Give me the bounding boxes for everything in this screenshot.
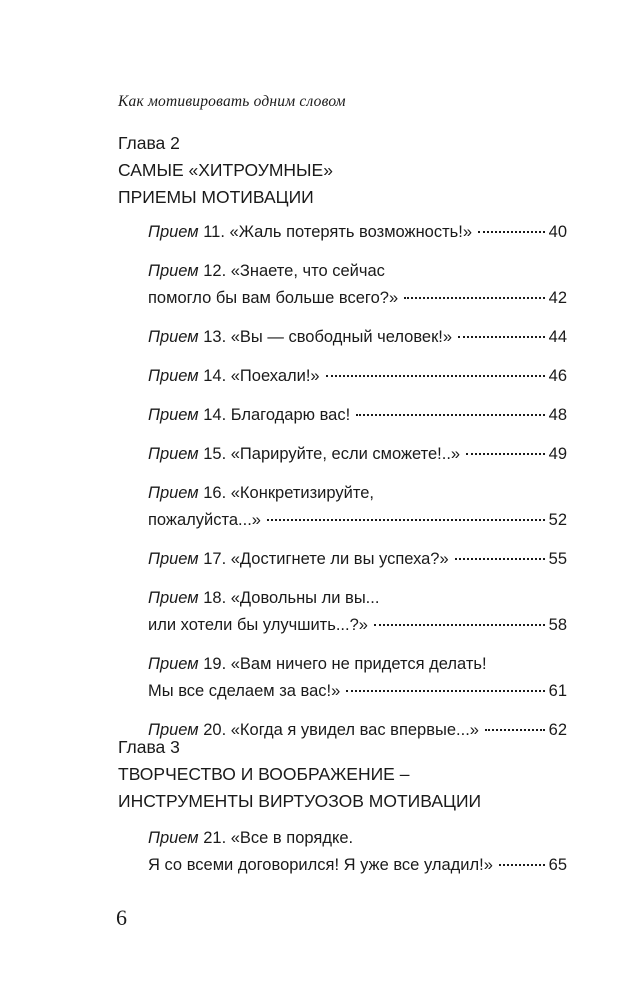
entry-text: 16. «Конкретизируйте, [203,484,374,502]
entry-page: 48 [548,406,567,424]
dot-leader [346,690,544,692]
entry-prefix: Прием [148,223,199,241]
toc-entry-line [148,852,567,879]
chapter-title-line: ПРИЕМЫ МОТИВАЦИИ [118,187,314,207]
entry-page: 44 [548,328,567,346]
entry-prefix: Прием [148,406,199,424]
entry-prefix: Прием [148,589,199,607]
toc-entry-line [148,825,567,852]
entry-text: 19. «Вам ничего не придется делать! [203,655,487,673]
entry-page: 55 [548,550,567,568]
entry-page: 52 [548,511,567,529]
entry-prefix: Прием [148,328,199,346]
toc-entry[interactable] [148,441,567,468]
chapter-label: Глава 3 [118,737,180,757]
toc-entry-line [148,363,567,390]
dot-leader [499,864,545,866]
dot-leader [478,231,545,233]
entry-page: 61 [548,682,567,700]
chapter-title-line: ИНСТРУМЕНТЫ ВИРТУОЗОВ МОТИВАЦИИ [118,791,482,811]
chapter-title [118,761,568,815]
toc-entry-line [148,285,567,312]
toc-entry[interactable] [148,825,567,879]
entry-prefix: Прием [148,829,199,847]
entry-text: 15. «Парируйте, если сможете!..» [203,445,461,463]
dot-leader [458,336,545,338]
entry-text: Я со всеми договорился! Я уже все уладил!» [148,856,493,874]
entry-text: 20. «Когда я увидел вас впервые...» [203,721,479,739]
toc-entry-line [148,324,567,351]
entry-prefix: Прием [148,484,199,502]
toc-entry[interactable] [148,324,567,351]
entry-prefix: Прием [148,262,199,280]
entry-text: 14. «Поехали!» [203,367,320,385]
dot-leader [455,558,545,560]
dot-leader [404,297,545,299]
dot-leader [466,453,545,455]
dot-leader [326,375,545,377]
chapter-title-line: ТВОРЧЕСТВО И ВООБРАЖЕНИЕ – [118,764,410,784]
toc-entry[interactable] [148,585,567,639]
toc-entries [148,219,567,744]
toc-entry[interactable] [148,219,567,246]
entry-page: 42 [548,289,567,307]
toc-entry-line [148,546,567,573]
toc-entry[interactable] [148,258,567,312]
entry-text: Мы все сделаем за вас!» [148,682,341,700]
entry-text: 21. «Все в порядке. [203,829,354,847]
entry-page: 65 [548,856,567,874]
toc-entry-line [148,585,567,612]
toc-entry-line [148,402,567,429]
toc-entry-line [148,480,567,507]
toc-entry[interactable] [148,480,567,534]
toc-entry[interactable] [148,651,567,705]
dot-leader [374,624,545,626]
toc-entry[interactable] [148,546,567,573]
entry-page: 40 [548,223,567,241]
toc-entry[interactable] [148,363,567,390]
chapter-heading [118,130,568,211]
entry-page: 58 [548,616,567,634]
chapter-heading [118,734,568,815]
toc-entry-line [148,678,567,705]
entry-text: 11. «Жаль потерять возможность!» [203,223,473,241]
chapter-title-line: САМЫЕ «ХИТРОУМНЫЕ» [118,160,333,180]
entry-text: 14. Благодарю вас! [203,406,351,424]
toc-entry-line [148,612,567,639]
toc-entry-line [148,219,567,246]
entry-text: 12. «Знаете, что сейчас [203,262,385,280]
entry-text: 17. «Достигнете ли вы успеха?» [203,550,449,568]
entry-text: помогло бы вам больше всего?» [148,289,399,307]
entry-text: 18. «Довольны ли вы... [203,589,380,607]
entry-page: 46 [548,367,567,385]
toc-entry-line [148,651,567,678]
entry-prefix: Прием [148,445,199,463]
toc-entry-line [148,258,567,285]
dot-leader [485,729,545,731]
entry-text: 13. «Вы — свободный человек!» [203,328,453,346]
entry-text: или хотели бы улучшить...?» [148,616,368,634]
running-head: Как мотивировать одним словом [118,93,346,110]
dot-leader [267,519,545,521]
page-number: 6 [116,905,127,930]
entry-page: 49 [548,445,567,463]
entry-prefix: Прием [148,550,199,568]
toc-entries [148,825,567,879]
entry-prefix: Прием [148,367,199,385]
entry-page: 62 [548,721,567,739]
dot-leader [356,414,544,416]
entry-prefix: Прием [148,721,199,739]
entry-text: пожалуйста...» [148,511,261,529]
toc-entry-line [148,441,567,468]
chapter-title [118,157,568,211]
toc-entry[interactable] [148,402,567,429]
toc-entry-line [148,507,567,534]
entry-prefix: Прием [148,655,199,673]
chapter-label: Глава 2 [118,133,180,153]
